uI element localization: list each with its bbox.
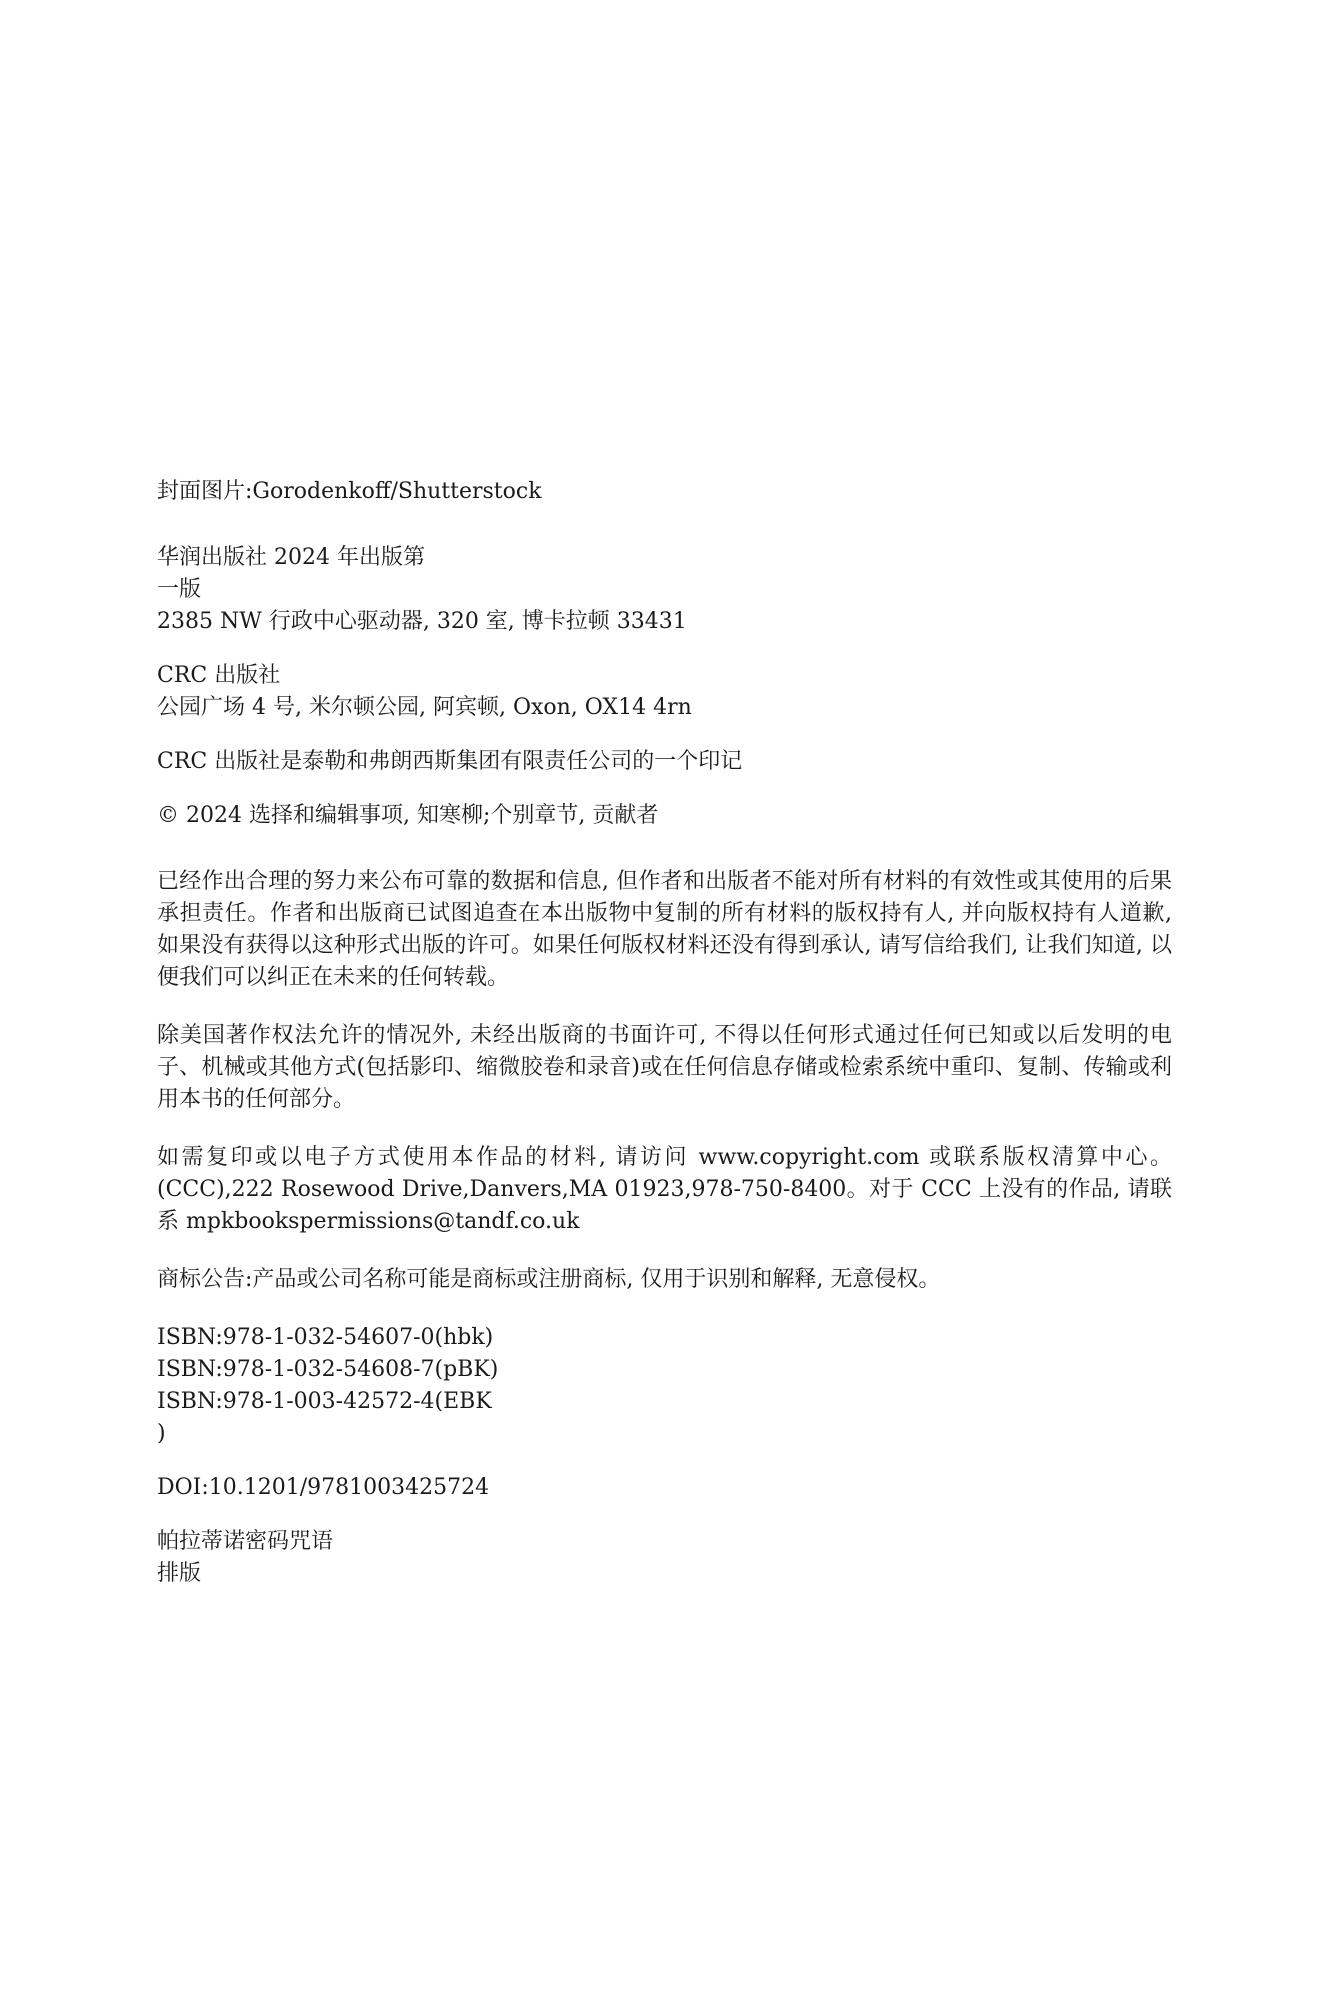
- copyright-page: [157, 476, 1172, 1590]
- trademark-notice: 商标公告:产品或公司名称可能是商标或注册商标, 仅用于识别和解释, 无意侵权。: [157, 1267, 941, 1292]
- typesetting-line-2: 排版: [157, 1561, 202, 1586]
- ccc-permissions-paragraph: 如需复印或以电子方式使用本作品的材料, 请访问 www.copyright.com 或联系版权清算中心。(CCC),222 Rosewood Drive,Danvers,MA 01923,978-750-8400。对于 CCC 上没有的作品, 请联系 mpkbookspermissions@tandf.co.uk: [157, 1145, 1172, 1234]
- publisher-address: 2385 NW 行政中心驱动器, 320 室, 博卡拉顿 33431: [157, 609, 687, 634]
- publisher-address-block: [157, 542, 1172, 638]
- publisher-line-2: 一版: [157, 577, 202, 602]
- crc-address: 公园广场 4 号, 米尔顿公园, 阿宾顿, Oxon, OX14 4rn: [157, 695, 692, 720]
- isbn-hardback: ISBN:978-1-032-54607-0(hbk): [157, 1325, 494, 1350]
- isbn-block: [157, 1322, 1172, 1450]
- cover-image-credit: 封面图片:Gorodenkoff/Shutterstock: [157, 479, 542, 504]
- crc-address-block: [157, 660, 1172, 724]
- crc-name: CRC 出版社: [157, 663, 281, 688]
- imprint-note: CRC 出版社是泰勒和弗朗西斯集团有限责任公司的一个印记: [157, 749, 743, 774]
- publisher-line-1: 华润出版社 2024 年出版第: [157, 545, 425, 570]
- typesetting-line-1: 帕拉蒂诺密码咒语: [157, 1529, 334, 1554]
- typesetting-block: [157, 1526, 1172, 1590]
- doi-line: DOI:10.1201/9781003425724: [157, 1475, 490, 1500]
- isbn-ebook: ISBN:978-1-003-42572-4(EBK: [157, 1389, 492, 1414]
- isbn-paperback: ISBN:978-1-032-54608-7(pBK): [157, 1357, 499, 1382]
- reasonable-effort-paragraph: 已经作出合理的努力来公布可靠的数据和信息, 但作者和出版者不能对所有材料的有效性或其使用的后果承担责任。作者和出版商已试图追查在本出版物中复制的所有材料的版权持有人, 并向版权持有人道歉, 如果没有获得以这种形式出版的许可。如果任何版权材料还没有得到承认, 请写信给我们, 让我们知道, 以便我们可以纠正在未来的任何转载。: [157, 869, 1172, 990]
- copyright-law-paragraph: 除美国著作权法允许的情况外, 未经出版商的书面许可, 不得以任何形式通过任何已知或以后发明的电子、机械或其他方式(包括影印、缩微胶卷和录音)或在任何信息存储或检索系统中重印、复制、传输或利用本书的任何部分。: [157, 1023, 1172, 1112]
- copyright-line: © 2024 选择和编辑事项, 知寒柳;个别章节, 贡献者: [157, 803, 659, 828]
- isbn-ebook-close: ): [157, 1421, 166, 1446]
